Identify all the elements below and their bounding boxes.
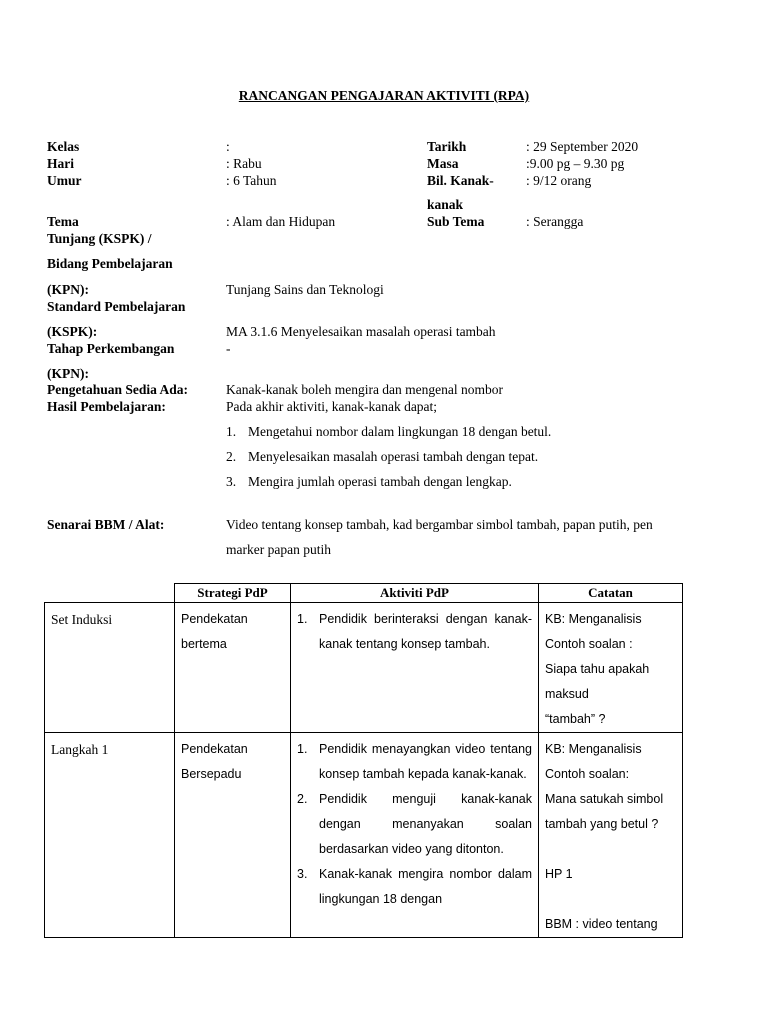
- strategi-cell: [175, 733, 291, 938]
- aktiviti-cell: [291, 603, 539, 733]
- kpn-label-2: (KPN):: [47, 366, 89, 381]
- tarikh-label: Tarikh: [427, 139, 467, 154]
- catatan-line: HP 1: [545, 867, 573, 881]
- kelas-label: Kelas: [47, 139, 80, 154]
- catatan-line: tambah yang betul ?: [545, 817, 659, 831]
- hari-label: Hari: [47, 156, 74, 171]
- masa-value: :9.00 pg – 9.30 pg: [526, 156, 625, 171]
- tunjang-value: Tunjang Sains dan Teknologi: [226, 282, 384, 297]
- table-header-row: [45, 584, 683, 603]
- row-label-text: Langkah 1: [51, 742, 109, 757]
- bbm-label: Senarai BBM / Alat:: [47, 517, 165, 532]
- bidang-label: Bidang Pembelajaran: [47, 256, 173, 271]
- catatan-line: BBM : video tentang: [545, 917, 658, 931]
- aktiviti-number: 2.: [297, 792, 308, 806]
- kelas-value: :: [226, 139, 230, 154]
- tahap-value: -: [226, 341, 231, 356]
- strategi-cell: [175, 603, 291, 733]
- catatan-cell: [539, 733, 683, 938]
- table-row: [45, 733, 683, 938]
- hasil-item-text: Mengira jumlah operasi tambah dengan lengkap.: [248, 474, 512, 489]
- row-label: [45, 603, 175, 733]
- pengetahuan-value: Kanak-kanak boleh mengira dan mengenal nombor: [226, 382, 504, 397]
- header-aktiviti: Aktiviti PdP: [291, 584, 539, 603]
- standard-label: Standard Pembelajaran: [47, 299, 186, 314]
- hasil-item: [226, 473, 512, 490]
- catatan-gap: [545, 887, 676, 912]
- aktiviti-text: Pendidik berinteraksi dengan kanak-kanak tentang konsep tambah.: [319, 612, 532, 651]
- tarikh-value: : 29 September 2020: [526, 139, 639, 154]
- aktiviti-text: Pendidik menayangkan video tentang konsep tambah kepada kanak-kanak.: [319, 742, 532, 781]
- catatan-line: Siapa tahu apakah maksud: [545, 662, 650, 701]
- catatan-line: “tambah” ?: [545, 712, 606, 726]
- aktiviti-list: [291, 737, 538, 912]
- aktiviti-text: Kanak-kanak mengira nombor dalam lingkungan 18 dengan: [319, 867, 532, 906]
- umur-value: : 6 Tahun: [226, 173, 277, 188]
- subtema-value: : Serangga: [526, 214, 584, 229]
- hari-value: : Rabu: [226, 156, 262, 171]
- aktiviti-number: 1.: [297, 742, 308, 756]
- strategi-line: Bersepadu: [181, 767, 242, 781]
- aktiviti-list: [291, 607, 538, 657]
- tema-label: Tema: [47, 214, 79, 229]
- catatan-cell: [539, 603, 683, 733]
- table-row: [45, 603, 683, 733]
- tema-value: : Alam dan Hidupan: [226, 214, 336, 229]
- aktiviti-text: Pendidik menguji kanak-kanak dengan menanyakan soalan berdasarkan video yang ditonton.: [319, 792, 532, 856]
- activity-table: [44, 583, 683, 938]
- tahap-label: Tahap Perkembangan: [47, 341, 175, 356]
- table-corner-cell: [45, 584, 175, 603]
- catatan-line: KB: Menganalisis: [545, 612, 642, 626]
- catatan-line: Contoh soalan:: [545, 767, 630, 781]
- document-title: RANCANGAN PENGAJARAN AKTIVITI (RPA): [238, 88, 530, 103]
- hasil-item-text: Menyelesaikan masalah operasi tambah dengan tepat.: [248, 449, 539, 464]
- catatan-gap: [545, 837, 676, 862]
- standard-value: MA 3.1.6 Menyelesaikan masalah operasi tambah: [226, 324, 496, 339]
- aktiviti-number: 3.: [297, 867, 308, 881]
- aktiviti-item: [291, 787, 538, 862]
- hasil-item-text: Mengetahui nombor dalam lingkungan 18 dengan betul.: [248, 424, 552, 439]
- header-catatan: Catatan: [539, 584, 683, 603]
- strategi-line: bertema: [181, 637, 227, 651]
- hasil-item-number: 1.: [226, 424, 237, 439]
- masa-label: Masa: [427, 156, 459, 171]
- umur-label: Umur: [47, 173, 82, 188]
- row-label-text: Set Induksi: [51, 612, 113, 627]
- catatan-line: Mana satukah simbol: [545, 792, 664, 806]
- hasil-item: [226, 423, 551, 440]
- bbm-value-line2: marker papan putih: [226, 542, 331, 557]
- tunjang-label: Tunjang (KSPK) /: [47, 231, 152, 246]
- hasil-label: Hasil Pembelajaran:: [47, 399, 166, 414]
- aktiviti-cell: [291, 733, 539, 938]
- hasil-intro: Pada akhir aktiviti, kanak-kanak dapat;: [226, 399, 438, 414]
- subtema-label: Sub Tema: [427, 214, 485, 229]
- kspk-label: (KSPK):: [47, 324, 98, 339]
- bil-kanak-value: : 9/12 orang: [526, 173, 592, 188]
- bil-kanak-label-2: kanak: [427, 197, 464, 212]
- row-label: [45, 733, 175, 938]
- aktiviti-item: [291, 607, 538, 657]
- aktiviti-item: [291, 737, 538, 787]
- aktiviti-number: 1.: [297, 612, 308, 626]
- header-strategi: Strategi PdP: [175, 584, 291, 603]
- strategi-line: Pendekatan: [181, 612, 248, 626]
- hasil-item-number: 2.: [226, 449, 237, 464]
- pengetahuan-label: Pengetahuan Sedia Ada:: [47, 382, 189, 397]
- kpn-label: (KPN):: [47, 282, 89, 297]
- catatan-line: KB: Menganalisis: [545, 742, 642, 756]
- bil-kanak-label: Bil. Kanak-: [427, 173, 494, 188]
- catatan-line: Contoh soalan :: [545, 637, 633, 651]
- strategi-line: Pendekatan: [181, 742, 248, 756]
- hasil-item: [226, 448, 538, 465]
- aktiviti-item: [291, 862, 538, 912]
- hasil-item-number: 3.: [226, 474, 237, 489]
- bbm-value-line1: Video tentang konsep tambah, kad bergambar simbol tambah, papan putih, pen: [226, 517, 653, 532]
